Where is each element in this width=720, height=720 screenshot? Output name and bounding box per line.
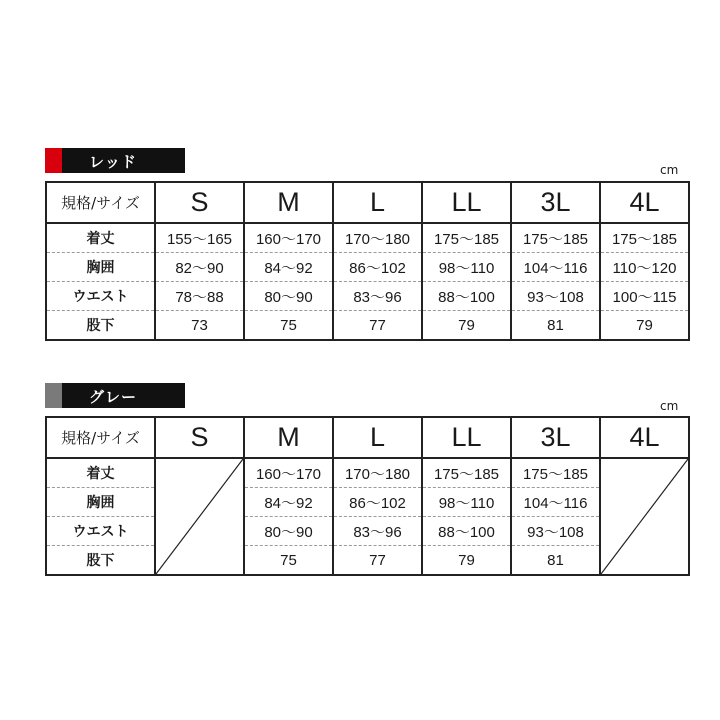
size-header-m: M (244, 182, 333, 223)
table-row (46, 488, 689, 517)
size-header-ll: LL (422, 417, 511, 458)
value-cell: 160～170 (244, 223, 333, 253)
value-cell: 82～90 (155, 253, 244, 282)
value-cell: 93～108 (511, 282, 600, 311)
value-cell: 79 (422, 311, 511, 341)
size-header-3l: 3L (511, 417, 600, 458)
value-cell: 86～102 (333, 488, 422, 517)
value-cell: 77 (333, 311, 422, 341)
value-cell: 155～165 (155, 223, 244, 253)
unavailable-size-s-cell (155, 458, 244, 575)
value-cell: 86～102 (333, 253, 422, 282)
table-header-row (46, 182, 689, 223)
value-cell: 98～110 (422, 488, 511, 517)
section-header-red (45, 148, 185, 173)
value-cell: 175～185 (422, 223, 511, 253)
value-cell: 170～180 (333, 223, 422, 253)
slash-icon (601, 459, 688, 574)
value-cell: 175～185 (511, 458, 600, 488)
value-cell: 88～100 (422, 282, 511, 311)
unit-label-red: cm (660, 163, 679, 177)
table-row (46, 546, 689, 576)
red-color-swatch (45, 148, 62, 173)
size-header-s: S (155, 417, 244, 458)
table-row (46, 458, 689, 488)
value-cell: 84～92 (244, 253, 333, 282)
table-row (46, 253, 689, 282)
row-label-inseam: 股下 (46, 311, 155, 341)
slash-icon (156, 459, 243, 574)
value-cell: 104～116 (511, 253, 600, 282)
table-row (46, 311, 689, 341)
row-label-waist: ウエスト (46, 517, 155, 546)
size-table-gray (45, 416, 690, 576)
value-cell: 88～100 (422, 517, 511, 546)
value-cell: 77 (333, 546, 422, 576)
value-cell: 80～90 (244, 282, 333, 311)
table-header-row (46, 417, 689, 458)
row-label-length: 着丈 (86, 466, 115, 482)
section-title-red: レッド (89, 153, 137, 171)
row-label-chest: 胸囲 (46, 488, 155, 517)
value-cell: 78～88 (155, 282, 244, 311)
value-cell: 175～185 (600, 223, 689, 253)
unit-label-gray: cm (660, 399, 679, 413)
value-cell: 80～90 (244, 517, 333, 546)
value-cell: 81 (511, 311, 600, 341)
size-header-l: L (333, 182, 422, 223)
section-header-gray (45, 383, 185, 408)
value-cell: 84～92 (244, 488, 333, 517)
section-title-gray: グレー (89, 388, 138, 406)
table-row (46, 223, 689, 253)
value-cell: 100～115 (600, 282, 689, 311)
row-label-inseam: 股下 (46, 546, 155, 576)
value-cell: 75 (244, 546, 333, 576)
value-cell: 83～96 (333, 517, 422, 546)
value-cell: 75 (244, 311, 333, 341)
value-cell: 110～120 (600, 253, 689, 282)
size-header-ll: LL (422, 182, 511, 223)
value-cell: 98～110 (422, 253, 511, 282)
value-cell: 170～180 (333, 458, 422, 488)
row-label-waist: ウエスト (46, 282, 155, 311)
size-header-m: M (244, 417, 333, 458)
row-label-chest: 胸囲 (46, 253, 155, 282)
value-cell: 81 (511, 546, 600, 576)
size-header-l: L (333, 417, 422, 458)
size-header-s: S (155, 182, 244, 223)
value-cell: 79 (600, 311, 689, 341)
table-row (46, 282, 689, 311)
value-cell: 73 (155, 311, 244, 341)
value-cell: 83～96 (333, 282, 422, 311)
value-cell: 175～185 (422, 458, 511, 488)
gray-color-swatch (45, 383, 62, 408)
size-table-red (45, 181, 690, 341)
value-cell: 104～116 (511, 488, 600, 517)
value-cell: 93～108 (511, 517, 600, 546)
size-header-4l: 4L (600, 182, 689, 223)
spec-size-header: 規格/サイズ (46, 182, 155, 223)
value-cell: 160～170 (244, 458, 333, 488)
unavailable-size-4l-cell (600, 458, 689, 575)
spec-size-header: 規格/サイズ (46, 417, 155, 458)
size-header-3l: 3L (511, 182, 600, 223)
row-label-length: 着丈 (86, 231, 115, 247)
table-row (46, 517, 689, 546)
value-cell: 175～185 (511, 223, 600, 253)
value-cell: 79 (422, 546, 511, 576)
size-header-4l: 4L (600, 417, 689, 458)
